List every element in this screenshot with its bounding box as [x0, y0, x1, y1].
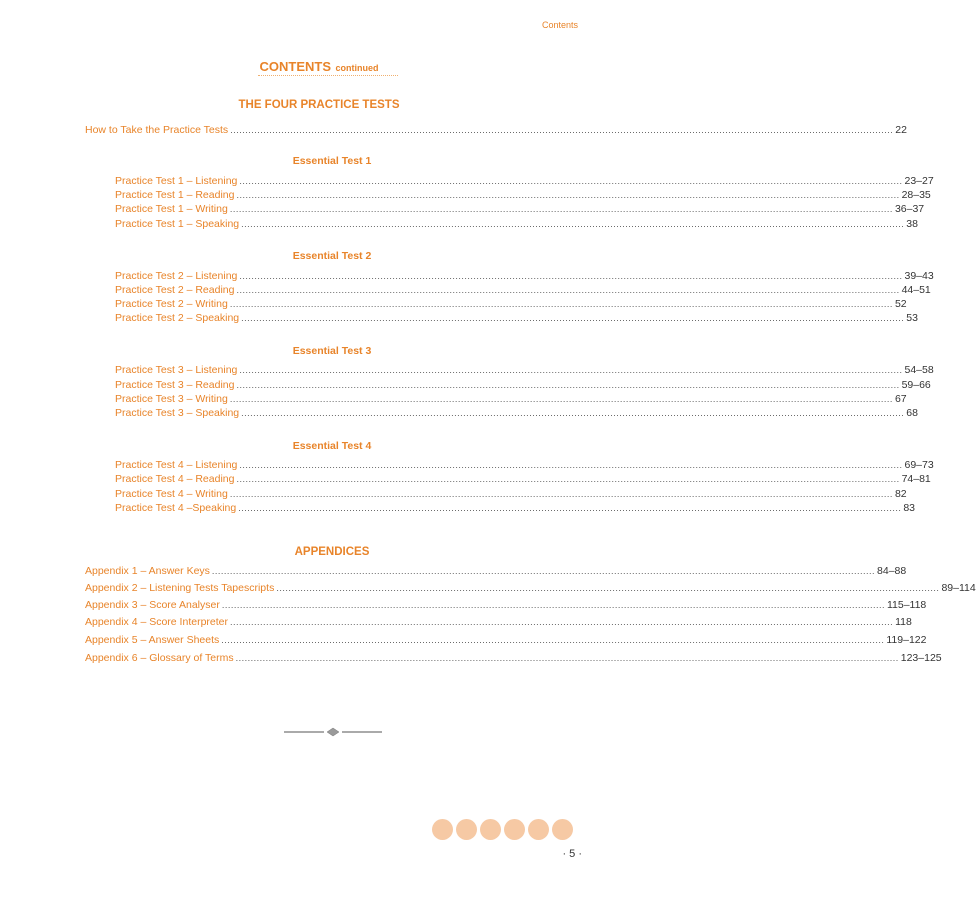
toc-entry-page: 69–73 — [904, 459, 934, 471]
toc-entry[interactable] — [115, 174, 934, 189]
leader-dots: ............................................................................................................................................................................................................................. — [241, 408, 905, 418]
toc-entry-label: Practice Test 2 – Speaking — [115, 312, 240, 324]
toc-entry[interactable] — [85, 581, 976, 596]
toc-entry[interactable] — [115, 311, 918, 326]
leader-dots: ............................................................................................................................................................................................................................. — [230, 617, 894, 627]
toc-entry-page: 74–81 — [901, 473, 931, 485]
page-title-main: CONTENTS — [259, 59, 332, 74]
toc-entry-page: 44–51 — [901, 284, 931, 296]
toc-entry-page: 38 — [906, 218, 918, 230]
toc-entry[interactable] — [115, 269, 934, 284]
toc-entry[interactable] — [115, 406, 918, 421]
toc-entry-label: Appendix 4 – Score Interpreter — [85, 616, 229, 628]
toc-entry[interactable] — [115, 501, 916, 516]
toc-entry-label: Appendix 5 – Answer Sheets — [85, 634, 220, 646]
toc-entry-page: 53 — [906, 312, 918, 324]
toc-entry-page: 119–122 — [886, 634, 927, 646]
leader-dots: ............................................................................................................................................................................................................................. — [238, 503, 902, 513]
toc-entry-label: Practice Test 4 – Listening — [115, 459, 238, 471]
toc-entry-page: 82 — [894, 488, 907, 500]
toc-entry-page: 67 — [894, 393, 907, 405]
toc-entry-page: 39–43 — [904, 270, 934, 282]
leader-dots: ............................................................................................................................................................................................................................. — [276, 583, 940, 593]
toc-entry[interactable] — [115, 472, 931, 487]
leader-dots: ............................................................................................................................................................................................................................. — [221, 635, 885, 645]
decorative-circle — [528, 819, 549, 840]
leader-dots: ............................................................................................................................................................................................................................. — [229, 299, 893, 309]
leader-dots: ............................................................................................................................................................................................................................. — [211, 566, 876, 576]
toc-entry-label: Practice Test 4 –Speaking — [115, 502, 237, 514]
toc-entry-label: Appendix 6 – Glossary of Terms — [85, 652, 234, 664]
toc-entry-label: Practice Test 1 – Writing — [115, 203, 228, 215]
leader-dots: ............................................................................................................................................................................................................................. — [236, 474, 900, 484]
leader-dots: ............................................................................................................................................................................................................................. — [236, 380, 900, 390]
leader-dots: ............................................................................................................................................................................................................................. — [236, 190, 900, 200]
toc-entry[interactable] — [115, 458, 934, 473]
decorative-circles — [432, 819, 573, 841]
toc-entry-page: 68 — [906, 407, 918, 419]
toc-entry-label: Practice Test 4 – Writing — [115, 488, 228, 500]
toc-entry-page: 54–58 — [904, 364, 934, 376]
leader-dots: ............................................................................................................................................................................................................................. — [229, 489, 893, 499]
toc-entry-page: 89–114 — [941, 582, 976, 594]
toc-entry[interactable] — [115, 283, 931, 298]
toc-entry-page: 123–125 — [900, 652, 942, 664]
toc-entry-label: Practice Test 3 – Speaking — [115, 407, 240, 419]
leader-dots: ............................................................................................................................................................................................................................. — [239, 176, 903, 186]
toc-entry-page: 84–88 — [877, 565, 907, 577]
toc-entry-page: 118 — [895, 616, 912, 628]
page-title — [0, 58, 638, 76]
page-number: · 5 · — [562, 848, 582, 860]
toc-entry[interactable] — [115, 188, 931, 203]
toc-entry-label: Practice Test 2 – Writing — [115, 298, 228, 310]
leader-dots: ............................................................................................................................................................................................................................. — [221, 600, 885, 610]
page-title-sub: continued — [335, 63, 379, 73]
toc-entry-label: Practice Test 3 – Listening — [115, 364, 238, 376]
leader-dots: ............................................................................................................................................................................................................................. — [229, 394, 893, 404]
group-heading-test-1: Essential Test 1 — [292, 155, 372, 167]
toc-entry-label: Practice Test 4 – Reading — [115, 473, 235, 485]
toc-entry-label: How to Take the Practice Tests — [85, 124, 229, 136]
toc-entry-label: Practice Test 1 – Reading — [115, 189, 235, 201]
toc-entry-label: Practice Test 1 – Listening — [115, 175, 238, 187]
leader-dots: ............................................................................................................................................................................................................................. — [241, 313, 905, 323]
toc-entry[interactable] — [115, 297, 907, 312]
section-heading-appendices: APPENDICES — [294, 546, 370, 558]
leader-dots: ............................................................................................................................................................................................................................. — [230, 125, 894, 135]
decorative-circle — [432, 819, 453, 840]
decorative-circle — [504, 819, 525, 840]
leader-dots: ............................................................................................................................................................................................................................. — [239, 460, 903, 470]
title-underline — [258, 75, 398, 77]
group-heading-test-3: Essential Test 3 — [292, 345, 372, 357]
toc-entry-page: 59–66 — [901, 379, 931, 391]
toc-entry-page: 115–118 — [886, 599, 927, 611]
toc-entry-page: 22 — [895, 124, 907, 136]
toc-entry[interactable] — [85, 598, 927, 613]
toc-entry[interactable] — [85, 615, 912, 630]
toc-entry[interactable] — [115, 392, 907, 407]
toc-entry-page: 52 — [894, 298, 907, 310]
decorative-circle — [552, 819, 573, 840]
ornament-diamond — [327, 728, 339, 736]
toc-entry[interactable] — [85, 123, 907, 138]
toc-entry[interactable] — [115, 202, 925, 217]
decorative-circle — [456, 819, 477, 840]
toc-entry-label: Practice Test 2 – Reading — [115, 284, 235, 296]
toc-entry-page: 23–27 — [904, 175, 934, 187]
leader-dots: ............................................................................................................................................................................................................................. — [235, 653, 899, 663]
section-heading-practice-tests: THE FOUR PRACTICE TESTS — [238, 99, 400, 111]
toc-entry[interactable] — [115, 217, 918, 232]
toc-entry-page: 28–35 — [901, 189, 931, 201]
leader-dots: ............................................................................................................................................................................................................................. — [229, 204, 893, 214]
decorative-circle — [480, 819, 501, 840]
toc-entry[interactable] — [85, 633, 927, 648]
toc-entry-page: 36–37 — [894, 203, 925, 215]
leader-dots: ............................................................................................................................................................................................................................. — [239, 271, 903, 281]
toc-entry-page: 83 — [903, 502, 916, 514]
toc-entry[interactable] — [115, 378, 931, 393]
group-heading-test-4: Essential Test 4 — [292, 440, 372, 452]
toc-entry[interactable] — [85, 564, 907, 579]
leader-dots: ............................................................................................................................................................................................................................. — [239, 365, 903, 375]
toc-entry-label: Practice Test 3 – Reading — [115, 379, 235, 391]
toc-entry-label: Appendix 3 – Score Analyser — [85, 599, 220, 611]
toc-entry-label: Practice Test 3 – Writing — [115, 393, 228, 405]
leader-dots: ............................................................................................................................................................................................................................. — [236, 285, 900, 295]
toc-entry-label: Appendix 1 – Answer Keys — [85, 565, 210, 577]
leader-dots: ............................................................................................................................................................................................................................. — [241, 219, 905, 229]
toc-entry-label: Practice Test 2 – Listening — [115, 270, 238, 282]
toc-entry[interactable] — [115, 363, 934, 378]
running-header: Contents — [541, 20, 578, 30]
toc-entry-label: Practice Test 1 – Speaking — [115, 218, 240, 230]
toc-entry-label: Appendix 2 – Listening Tests Tapescripts — [85, 582, 275, 594]
group-heading-test-2: Essential Test 2 — [292, 250, 372, 262]
toc-entry[interactable] — [85, 651, 942, 666]
ornament-divider — [284, 727, 382, 737]
toc-entry[interactable] — [115, 487, 907, 502]
